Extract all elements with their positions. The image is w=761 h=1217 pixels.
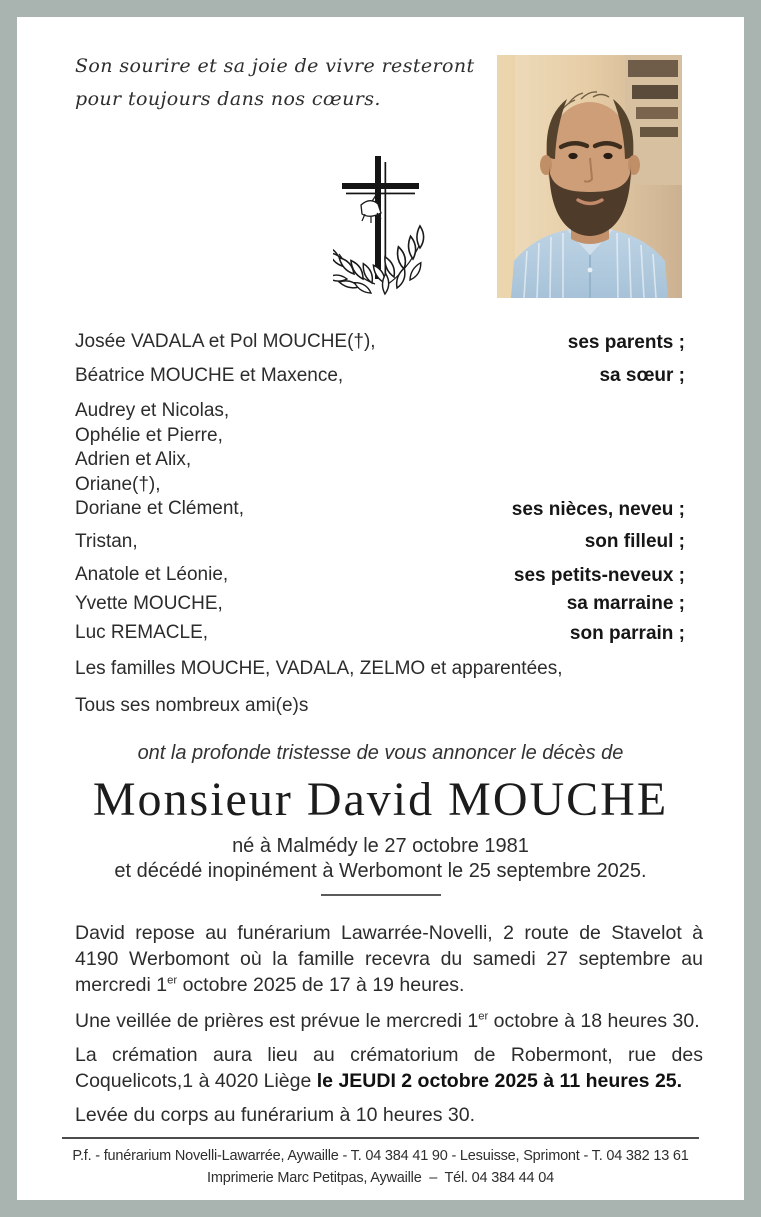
vigil-paragraph: Une veillée de prières est prévue le mercredi 1er octobre à 18 heures 30.: [75, 1009, 700, 1032]
printer-line: Imprimerie Marc Petitpas, Aywaille – Tél. 04 384 44 04: [207, 1169, 554, 1186]
family-names: Tristan,: [75, 530, 138, 552]
epitaph-line-1: Son sourire et sa joie de vivre resteront: [75, 55, 475, 77]
family-row: [75, 592, 685, 617]
relation-label: sa sœur ;: [599, 365, 685, 386]
relation-label: ses parents ;: [567, 331, 685, 353]
portrait-photo: [497, 55, 682, 298]
epitaph-line-2: pour toujours dans nos cœurs.: [75, 88, 381, 110]
family-names: Josée VADALA et Pol MOUCHE(†),: [75, 331, 376, 352]
family-row: [75, 563, 685, 588]
funeral-details: [17, 920, 744, 1128]
announcement-intro: ont la profonde tristesse de vous annoncer le décès de: [137, 741, 624, 764]
cremation-date-bold: le JEUDI 2 octobre 2025 à 11 heures 25.: [316, 1069, 683, 1092]
relation-label: son parrain ;: [569, 622, 685, 644]
family-names: Anatole et Léonie,: [75, 564, 229, 585]
death-line: et décédé inopinément à Werbomont le 25 septembre 2025.: [114, 859, 647, 882]
birth-line: né à Malmédy le 27 octobre 1981: [232, 834, 529, 857]
family-row: [75, 530, 685, 555]
funeral-home-line: P.f. - funérarium Novelli-Lawarrée, Aywaille - T. 04 384 41 90 - Lesuisse, Sprimont - T. 04 382 13 61: [72, 1147, 689, 1164]
relation-label: ses petits-neveux ;: [513, 564, 685, 586]
ordinal-superscript: er: [478, 1010, 489, 1022]
family-row: [75, 330, 685, 355]
family-names: Audrey et Nicolas, Ophélie et Pierre, Adrien et Alix, Oriane(†), Doriane et Clément,: [75, 400, 244, 519]
family-names: Luc REMACLE,: [75, 622, 209, 643]
cross-icon: [333, 156, 427, 301]
top-section: [17, 17, 744, 330]
relation-label: sa marraine ;: [566, 593, 685, 614]
family-row: [75, 657, 685, 682]
family-names: Les familles MOUCHE, VADALA, ZELMO et apparentées,: [75, 657, 563, 679]
family-row: [75, 694, 685, 719]
family-row: [75, 399, 685, 522]
family-row: [75, 621, 685, 646]
relation-label: son filleul ;: [584, 531, 685, 552]
footer: [62, 1137, 699, 1189]
family-names: Tous ses nombreux ami(e)s: [75, 695, 309, 716]
deceased-name: Monsieur David MOUCHE: [92, 772, 669, 826]
epitaph-quote: [75, 50, 475, 116]
repose-paragraph: David repose au funérarium Lawarrée-Novelli, 2 route de Stavelot à 4190 Werbomont où la famille recevra du samedi 27 septembre au mercredi 1er octobre 2025 de 17 à 19 heures.: [75, 921, 703, 996]
cremation-paragraph: La crémation aura lieu au crématorium de Robermont, rue des Coquelicots,1 à 4020 Liège le JEUDI 2 octobre 2025 à 11 heures 25.: [75, 1043, 703, 1092]
announcement-section: [17, 740, 744, 896]
family-names: Yvette MOUCHE,: [75, 592, 223, 614]
ordinal-superscript: er: [167, 974, 178, 986]
section-divider: [321, 894, 441, 896]
family-row: [75, 364, 685, 389]
family-names: Béatrice MOUCHE et Maxence,: [75, 364, 344, 386]
levee-paragraph: Levée du corps au funérarium à 10 heures 30.: [75, 1103, 476, 1126]
relation-label: ses nièces, neveu ;: [511, 498, 685, 520]
family-list: [17, 330, 744, 719]
